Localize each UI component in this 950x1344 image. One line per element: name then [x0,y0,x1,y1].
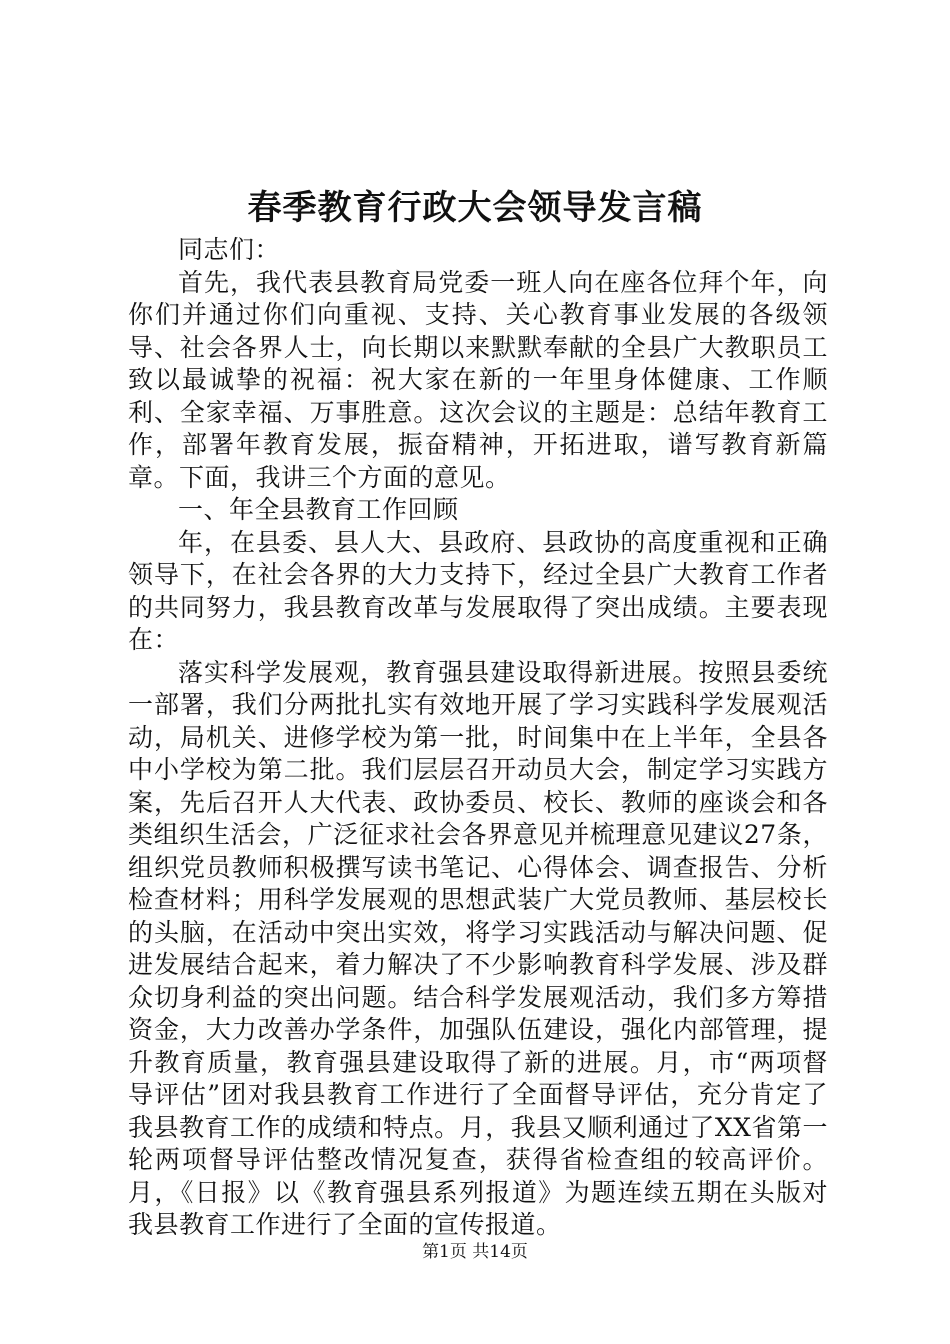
section-heading: 一、年全县教育工作回顾 [178,495,459,524]
greeting-paragraph: 首先，我代表县教育局党委一班人向在座各位拜个年，向你们并通过你们向重视、支持、关心教育事业发展的各级领导、社会各界人士，向长期以来默默奉献的全县广大教职员工致以最诚挚的祝福：祝大家在新的一年里身体健康、工作顺利、全家幸福、万事胜意。这次会议的主题是：总结年教育工作，部署年教育发展，振奋精神，开拓进取，谱写教育新篇章。下面，我讲三个方面的意见。 [128,267,828,492]
salutation-paragraph: 同志们： [178,235,281,264]
document-body [128,234,828,1242]
page-number-footer: 第1页 共14页 [422,1242,528,1262]
review-intro-paragraph: 年，在县委、县人大、县政府、县政协的高度重视和正确领导下，在社会各界的大力支持下，经过全县广大教育工作者的共同努力，我县教育改革与发展取得了突出成绩。主要表现在： [128,527,828,654]
document-title: 春季教育行政大会领导发言稿 [247,188,703,228]
review-detail-paragraph: 落实科学发展观，教育强县建设取得新进展。按照县委统一部署，我们分两批扎实有效地开展了学习实践科学发展观活动，局机关、进修学校为第一批，时间集中在上半年，全县各中小学校为第二批。我们层层召开动员大会，制定学习实践方案，先后召开人大代表、政协委员、校长、教师的座谈会和各类组织生活会，广泛征求社会各界意见并梳理意见建议27条，组织党员教师积极撰写读书笔记、心得体会、调查报告、分析检查材料；用科学发展观的思想武装广大党员教师、基层校长的头脑，在活动中突出实效，将学习实践活动与解决问题、促进发展结合起来，着力解决了不少影响教育科学发展、涉及群众切身利益的突出问题。结合科学发展观活动，我们多方筹措资金，大力改善办学条件，加强队伍建设，强化内部管理，提升教育质量，教育强县建设取得了新的进展。月，市“两项督导评估”团对我县教育工作进行了全面督导评估，充分肯定了我县教育工作的成绩和特点。月，我县又顺利通过了XX省第一轮两项督导评估整改情况复查，获得省检查组的较高评价。月，《日报》以《教育强县系列报道》为题连续五期在头版对我县教育工作进行了全面的宣传报道。 [128,657,828,1239]
